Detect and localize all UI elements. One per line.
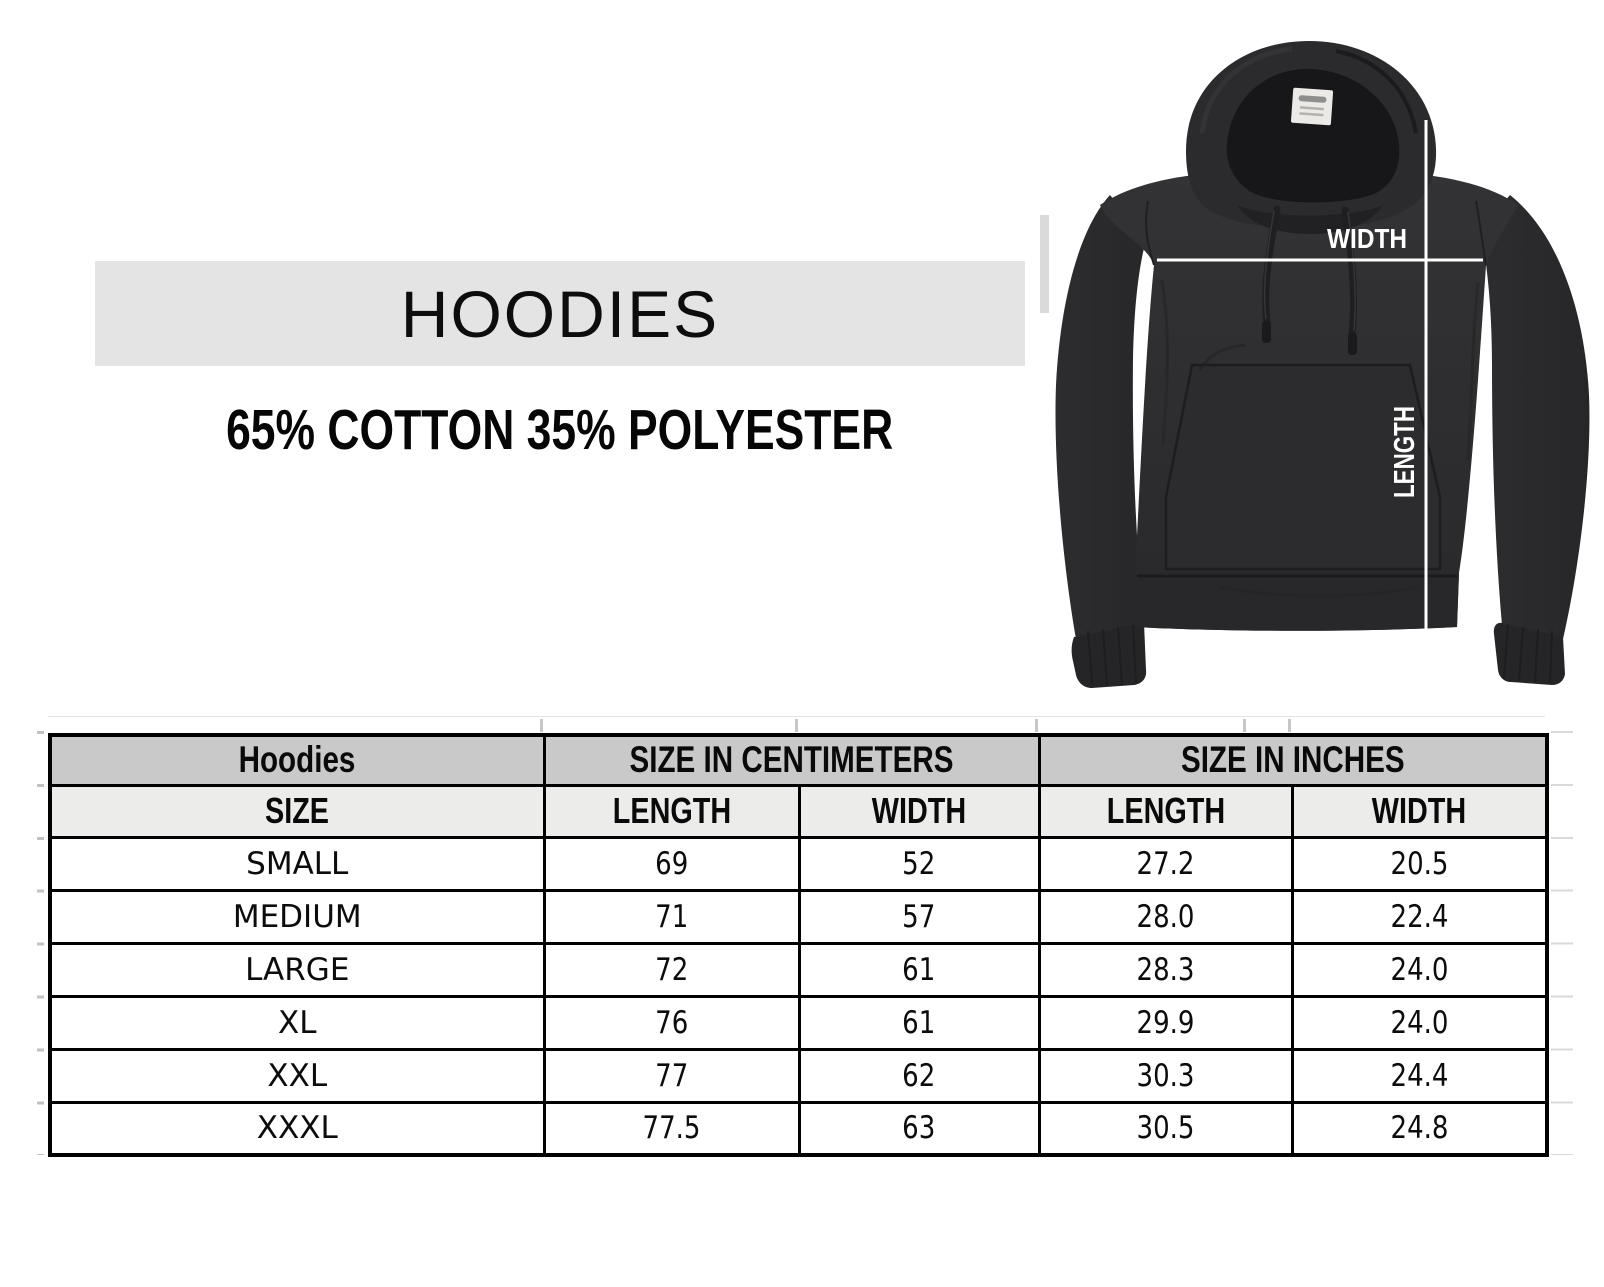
header-in-group: [1039, 735, 1547, 785]
cell-size: [50, 996, 544, 1049]
in-length-value: 29.9: [1136, 1004, 1195, 1041]
cell-cm-length: [544, 1102, 799, 1155]
cell-in-length: [1039, 1102, 1292, 1155]
subheader-in-width: [1292, 785, 1547, 837]
cell-in-width: [1292, 890, 1547, 943]
page-title: HOODIES: [400, 276, 720, 351]
size-value: SMALL: [246, 845, 349, 882]
cm-width-value: 61: [902, 951, 936, 988]
table-row-medium: [50, 890, 1547, 943]
hoodie-illustration: [1040, 25, 1604, 690]
subheader-size: [50, 785, 544, 837]
cell-cm-width: [799, 837, 1039, 890]
cell-in-width: [1292, 1049, 1547, 1102]
cell-cm-width: [799, 996, 1039, 1049]
cell-cm-length: [544, 890, 799, 943]
size-value: LARGE: [245, 951, 350, 988]
gridline-artifact-top: [48, 716, 1545, 717]
subheader-size-label: SIZE: [265, 790, 330, 831]
size-value: XXL: [267, 1057, 328, 1094]
subheader-in-length: [1039, 785, 1292, 837]
subheader-in-width-label: WIDTH: [1372, 790, 1467, 831]
subheader-cm-width-label: WIDTH: [871, 790, 967, 831]
cell-in-width: [1292, 996, 1547, 1049]
gridline-tick: [1243, 719, 1246, 732]
fabric-subtitle-text: 65% COTTON 35% POLYESTER: [226, 398, 894, 462]
cell-in-length: [1039, 996, 1292, 1049]
cuff-ribbing: [1088, 625, 1552, 685]
gridline-tick: [1035, 719, 1038, 732]
cell-in-width: [1292, 837, 1547, 890]
cm-width-value: 63: [902, 1110, 936, 1147]
table-row-xl: [50, 996, 1547, 1049]
size-value: XL: [277, 1004, 317, 1041]
cell-cm-length: [544, 996, 799, 1049]
gridline-tick: [540, 719, 543, 732]
header-cm-label: SIZE IN CENTIMETERS: [629, 739, 954, 781]
cell-cm-length: [544, 1049, 799, 1102]
in-length-value: 28.0: [1136, 898, 1195, 935]
length-label: LENGTH: [1389, 378, 1421, 498]
header-product: [50, 735, 544, 785]
fabric-subtitle: [95, 398, 1025, 462]
in-width-value: 24.8: [1390, 1110, 1449, 1147]
header-in-label: SIZE IN INCHES: [1180, 739, 1405, 781]
cell-cm-width: [799, 1049, 1039, 1102]
hoodies-banner: [95, 261, 1025, 366]
cell-cm-length: [544, 943, 799, 996]
subheader-cm-length: [544, 785, 799, 837]
hem-band: [1135, 573, 1459, 631]
size-chart-table: [48, 733, 1549, 1157]
subheader-in-length-label: LENGTH: [1106, 790, 1225, 831]
aglet-left: [1262, 321, 1271, 343]
table-header-row: [50, 735, 1547, 785]
cm-width-value: 52: [902, 845, 936, 882]
in-length-value: 30.5: [1136, 1110, 1195, 1147]
cm-length-value: 69: [654, 845, 689, 882]
size-value: MEDIUM: [232, 898, 362, 935]
header-product-label: Hoodies: [238, 739, 356, 781]
aglet-right: [1348, 333, 1357, 355]
cell-in-length: [1039, 890, 1292, 943]
cell-in-length: [1039, 837, 1292, 890]
cell-in-width: [1292, 1102, 1547, 1155]
width-label: WIDTH: [1327, 223, 1407, 254]
in-width-value: 22.4: [1390, 898, 1449, 935]
table-row-large: [50, 943, 1547, 996]
in-width-value: 24.4: [1390, 1057, 1449, 1094]
gridline-artifact-left: [37, 731, 44, 1155]
cm-length-value: 76: [654, 1004, 689, 1041]
cell-size: [50, 1049, 544, 1102]
cm-width-value: 61: [902, 1004, 936, 1041]
cm-length-value: 77: [654, 1057, 689, 1094]
gridline-tick: [795, 719, 798, 732]
hoodie-photo: [1040, 25, 1604, 690]
neck-tag: [1291, 88, 1333, 126]
in-width-value: 24.0: [1390, 1004, 1449, 1041]
cell-size: [50, 837, 544, 890]
in-width-value: 20.5: [1390, 845, 1449, 882]
cell-size: [50, 1102, 544, 1155]
cell-cm-width: [799, 890, 1039, 943]
cell-in-width: [1292, 943, 1547, 996]
right-sleeve: [1480, 195, 1589, 639]
size-value: XXXL: [256, 1110, 338, 1147]
cell-cm-length: [544, 837, 799, 890]
gridline-artifact-right: [1551, 731, 1573, 1155]
cell-size: [50, 943, 544, 996]
table-row-small: [50, 837, 1547, 890]
left-sleeve: [1056, 195, 1146, 639]
cell-in-length: [1039, 1049, 1292, 1102]
cm-length-value: 77.5: [642, 1110, 701, 1147]
cm-length-value: 72: [654, 951, 689, 988]
cell-cm-width: [799, 943, 1039, 996]
gridline-tick: [1288, 719, 1291, 732]
table-row-xxxl: [50, 1102, 1547, 1155]
cell-in-length: [1039, 943, 1292, 996]
in-length-value: 28.3: [1136, 951, 1195, 988]
cell-cm-width: [799, 1102, 1039, 1155]
table-row-xxl: [50, 1049, 1547, 1102]
in-width-value: 24.0: [1390, 951, 1449, 988]
header-cm-group: [544, 735, 1039, 785]
in-length-value: 30.3: [1136, 1057, 1195, 1094]
cm-width-value: 62: [902, 1057, 936, 1094]
in-length-value: 27.2: [1136, 845, 1195, 882]
cm-width-value: 57: [902, 898, 936, 935]
subheader-cm-width: [799, 785, 1039, 837]
table-subheader-row: [50, 785, 1547, 837]
photo-edge-artifact: [1040, 215, 1049, 313]
cell-size: [50, 890, 544, 943]
subheader-cm-length-label: LENGTH: [612, 790, 731, 831]
cm-length-value: 71: [654, 898, 689, 935]
